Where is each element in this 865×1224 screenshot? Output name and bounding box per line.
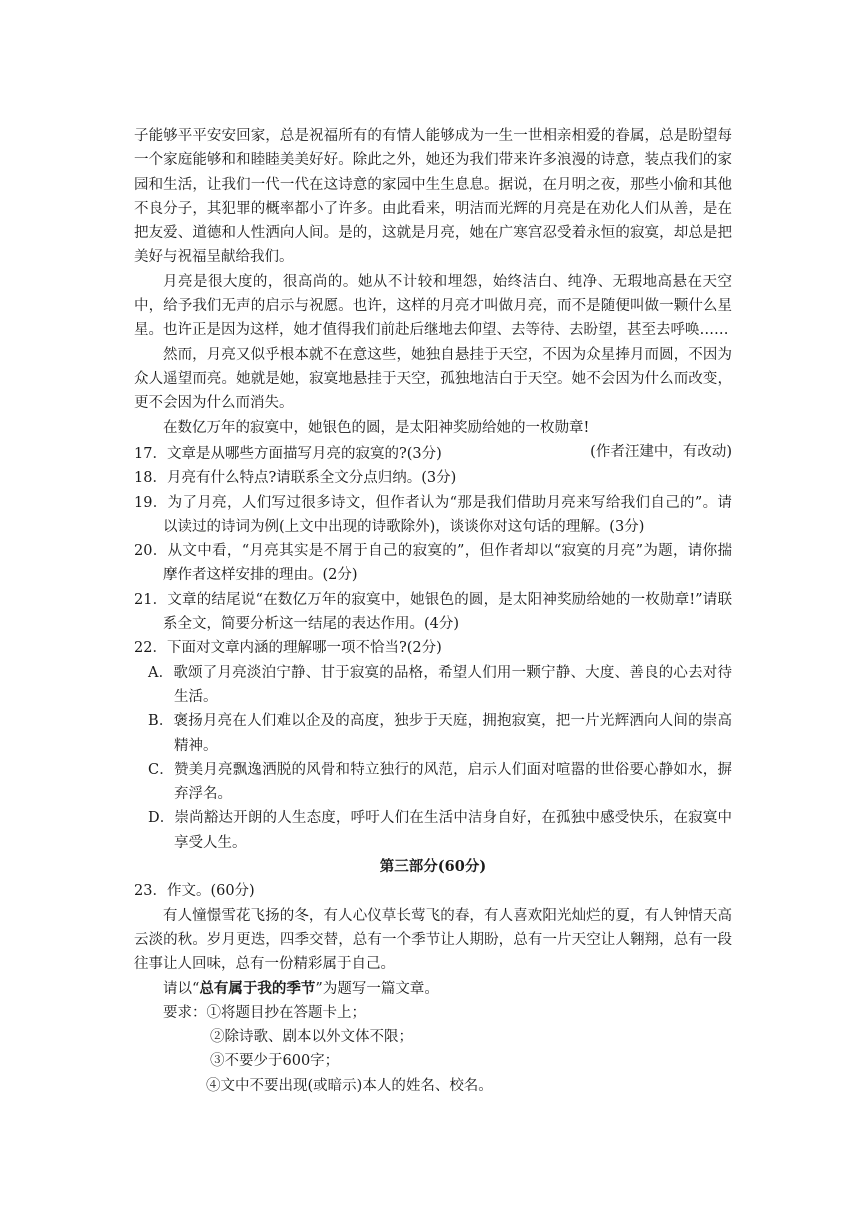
essay-prompt <box>134 977 732 1001</box>
essay-intro: 有人憧憬雪花飞扬的冬，有人心仪草长莺飞的春，有人喜欢阳光灿烂的夏，有人钟情天高云淡的秋。岁月更迭，四季交替，总有一个季节让人期盼，总有一片天空让人翱翔，总有一段往事让人回味，总有一份精彩属于自己。 <box>134 907 732 973</box>
passage-source: (作者汪建中，有改动) <box>590 443 732 460</box>
passage-paragraph-2: 月亮是很大度的，很高尚的。她从不计较和埋怨，始终洁白、纯净、无瑕地高悬在天空中，给予我们无声的启示与祝愿。也许，这样的月亮才叫做月亮，而不是随便叫做一颗什么星星。也许正是因为这样，她才值得我们前赴后继地去仰望、去等待、去盼望，甚至去呼唤…… <box>134 273 732 339</box>
essay-prompt-pre: 请以“ <box>163 980 200 997</box>
passage <box>134 124 732 464</box>
option-d: D．崇尚豁达开朗的人生态度，呼吁人们在生活中洁身自好，在孤独中感受快乐，在寂寞中享受人生。 <box>148 810 732 851</box>
essay-prompt-post: ”为题写一篇文章。 <box>315 980 439 997</box>
question-17: 17．文章是从哪些方面描写月亮的寂寞的?(3分) <box>134 446 442 462</box>
question-23: 23．作文。(60分) <box>134 883 255 900</box>
requirement-4: ④文中不要出现(或暗示)本人的姓名、校名。 <box>206 1077 493 1094</box>
requirement-3: ③不要少于600字； <box>210 1053 340 1070</box>
option-a: A．歌颂了月亮淡泊宁静、甘于寂寞的品格，希望人们用一颗宁静、大度、善良的心去对待生活。 <box>148 664 732 705</box>
option-b: B．褒扬月亮在人们难以企及的高度，独步于天庭，拥抱寂寞，把一片光辉洒向人间的崇高精神。 <box>148 713 732 754</box>
questions <box>134 442 732 1098</box>
question-18: 18．月亮有什么特点?请联系全文分点归纳。(3分) <box>134 470 457 487</box>
requirement-1: 要求：①将题目抄在答题卡上； <box>163 1004 366 1021</box>
question-19: 19．为了月亮，人们写过很多诗文，但作者认为“那是我们借助月亮来写给我们自己的”。请以读过的诗词为例(上文中出现的诗歌除外)，谈谈你对这句话的理解。(3分) <box>134 494 732 535</box>
passage-paragraph-1: 子能够平平安安回家，总是祝福所有的有情人能够成为一生一世相亲相爱的眷属，总是盼望每一个家庭能够和和睦睦美美好好。除此之外，她还为我们带来许多浪漫的诗意，装点我们的家园和生活，让我们一代一代在这诗意的家园中生生息息。据说，在月明之夜，那些小偷和其他不良分子，其犯罪的概率都小了许多。由此看来，明洁而光辉的月亮是在劝化人们从善，是在把友爱、道德和人性洒向人间。是的，这就是月亮，她在广寒宫忍受着永恒的寂寞，却总是把美好与祝福呈献给我们。 <box>134 128 732 266</box>
requirement-2: ②除诗歌、剧本以外文体不限； <box>210 1029 413 1046</box>
passage-paragraph-3: 然而，月亮又似乎根本就不在意这些，她独自悬挂于天空，不因为众星捧月而圆，不因为众人遥望而亮。她就是她，寂寞地悬挂于天空，孤独地洁白于天空。她不会因为什么而改变，更不会因为什么而消失。 <box>134 346 732 412</box>
question-21: 21．文章的结尾说“在数亿万年的寂寞中，她银色的圆，是太阳神奖励给她的一枚勋章!”请联系全文，简要分析这一结尾的表达作用。(4分) <box>134 591 732 633</box>
question-20: 20．从文中看，“月亮其实是不屑于自己的寂寞的”，但作者却以“寂寞的月亮”为题，请你揣摩作者这样安排的理由。(2分) <box>134 543 732 584</box>
passage-paragraph-4: 在数亿万年的寂寞中，她银色的圆，是太阳神奖励给她的一枚勋章! <box>163 419 590 436</box>
question-22: 22．下面对文章内涵的理解哪一项不恰当?(2分) <box>134 640 442 657</box>
essay-topic: 总有属于我的季节 <box>199 979 316 997</box>
option-c: C．赞美月亮飘逸洒脱的风骨和特立独行的风范，启示人们面对喧嚣的世俗要心静如水，摒弃浮名。 <box>148 761 732 803</box>
part-3-heading: 第三部分(60分) <box>379 858 487 876</box>
